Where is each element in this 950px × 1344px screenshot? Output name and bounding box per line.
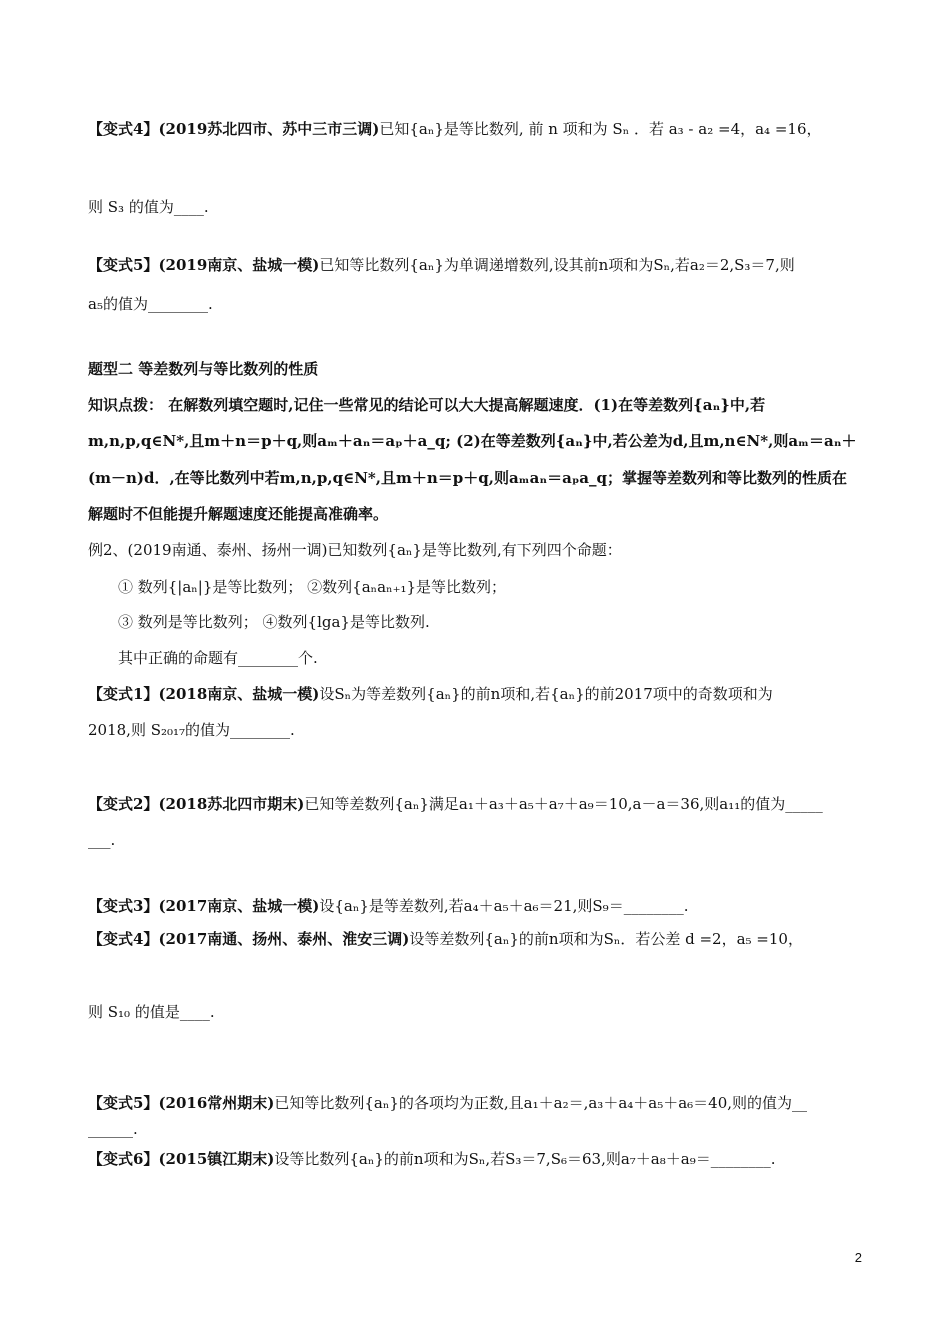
variant3-2017-line (88, 895, 864, 917)
variant-text: 已知等差数列{aₙ}满足a₁＋a₃＋a₅＋a₇＋a₉＝10,a－a＝36,则a₁₁的值为_____ (304, 795, 823, 813)
variant4-2017-line (88, 928, 864, 950)
variant-label: 【变式3】 (88, 897, 159, 915)
variant5-2016-answer-line: ______. (88, 1120, 138, 1138)
variant5-2019-line (88, 254, 864, 276)
answer-text: a₅的值为________. (88, 295, 213, 313)
knowledge-tip-line-1: 知识点拨： 在解数列填空题时,记住一些常见的结论可以大大提高解题速度．(1)在等差数列{aₙ}中,若 (88, 396, 766, 414)
variant5-2016-line (88, 1092, 864, 1114)
variant-source: (2015镇江期末) (158, 1150, 275, 1168)
variant-text: 设等差数列{aₙ}的前n项和为Sₙ．若公差 d =2，a₅ =10， (409, 930, 803, 948)
section-heading: 题型二 等差数列与等比数列的性质 (88, 360, 319, 378)
knowledge-tip-line-4: 解题时不但能提升解题速度还能提高准确率。 (88, 505, 389, 523)
variant-label: 【变式6】 (88, 1150, 159, 1168)
variant-text: 已知等比数列{aₙ}为单调递增数列,设其前n项和为Sₙ,若a₂＝2,S₃＝7,则 (319, 256, 795, 274)
variant-source: (2019南京、盐城一模) (158, 256, 320, 274)
variant1-2018-line (88, 683, 864, 705)
variant2-2018-answer-line: ___. (88, 831, 116, 849)
variant2-2018-line (88, 793, 864, 815)
variant-source: (2017南京、盐城一模) (158, 897, 320, 915)
variant1-2018-answer-line: 2018,则 S₂₀₁₇的值为________. (88, 721, 295, 739)
example2-line: 例2、(2019南通、泰州、扬州一调)已知数列{aₙ}是等比数列,有下列四个命题： (88, 541, 622, 559)
variant-source: (2018苏北四市期末) (158, 795, 305, 813)
answer-text: 则 S₃ 的值为____. (88, 198, 209, 216)
variant-source: (2018南京、盐城一模) (158, 685, 320, 703)
example2-question: 其中正确的命题有________个. (118, 649, 318, 667)
variant-text: 设等比数列{aₙ}的前n项和为Sₙ,若S₃＝7,S₆＝63,则a₇＋a₈＋a₉＝________. (274, 1150, 776, 1168)
variant4-2017-answer-line: 则 S₁₀ 的值是____. (88, 1003, 215, 1021)
knowledge-tip-line-3: (m－n)d．,在等比数列中若m,n,p,q∈N*,且m＋n＝p＋q,则aₘaₙ＝aₚa_q；掌握等差数列和等比数列的性质在 (88, 469, 848, 487)
variant-label: 【变式1】 (88, 685, 159, 703)
variant-label: 【变式4】 (88, 120, 159, 138)
page-number: 2 (854, 1250, 862, 1265)
knowledge-tip-line-2: m,n,p,q∈N*,且m＋n＝p＋q,则aₘ＋aₙ＝aₚ＋a_q; (2)在等差数列{aₙ}中,若公差为d,且m,n∈N*,则aₘ＝aₙ＋ (88, 432, 857, 450)
variant4-2019-line (88, 118, 864, 140)
variant-label: 【变式5】 (88, 256, 159, 274)
variant-text: 已知等比数列{aₙ}的各项均为正数,且a₁＋a₂＝,a₃＋a₄＋a₅＋a₆＝40,则的值为__ (274, 1094, 808, 1112)
variant-text: 设{aₙ}是等差数列,若a₄＋a₅＋a₆＝21,则S₉＝________. (319, 897, 689, 915)
variant-source: (2016常州期末) (158, 1094, 275, 1112)
example2-propositions-3-4: ③ 数列是等比数列； ④数列{lga}是等比数列. (118, 613, 430, 631)
variant4-2019-answer-line (88, 196, 864, 218)
variant-label: 【变式4】 (88, 930, 159, 948)
variant-text: 已知{aₙ}是等比数列, 前 n 项和为 Sₙ ．若 a₃ - a₂ =4，a₄ =16， (379, 120, 822, 138)
variant-text: 设Sₙ为等差数列{aₙ}的前n项和,若{aₙ}的前2017项中的奇数项和为 (319, 685, 773, 703)
variant-label: 【变式5】 (88, 1094, 159, 1112)
variant-label: 【变式2】 (88, 795, 159, 813)
variant6-2015-line (88, 1148, 864, 1170)
variant5-2019-answer-line (88, 293, 864, 315)
example2-propositions-1-2: ① 数列{|aₙ|}是等比数列； ②数列{aₙaₙ₊₁}是等比数列； (118, 578, 507, 596)
variant-source: (2019苏北四市、苏中三市三调) (158, 120, 380, 138)
variant-source: (2017南通、扬州、泰州、淮安三调) (158, 930, 410, 948)
